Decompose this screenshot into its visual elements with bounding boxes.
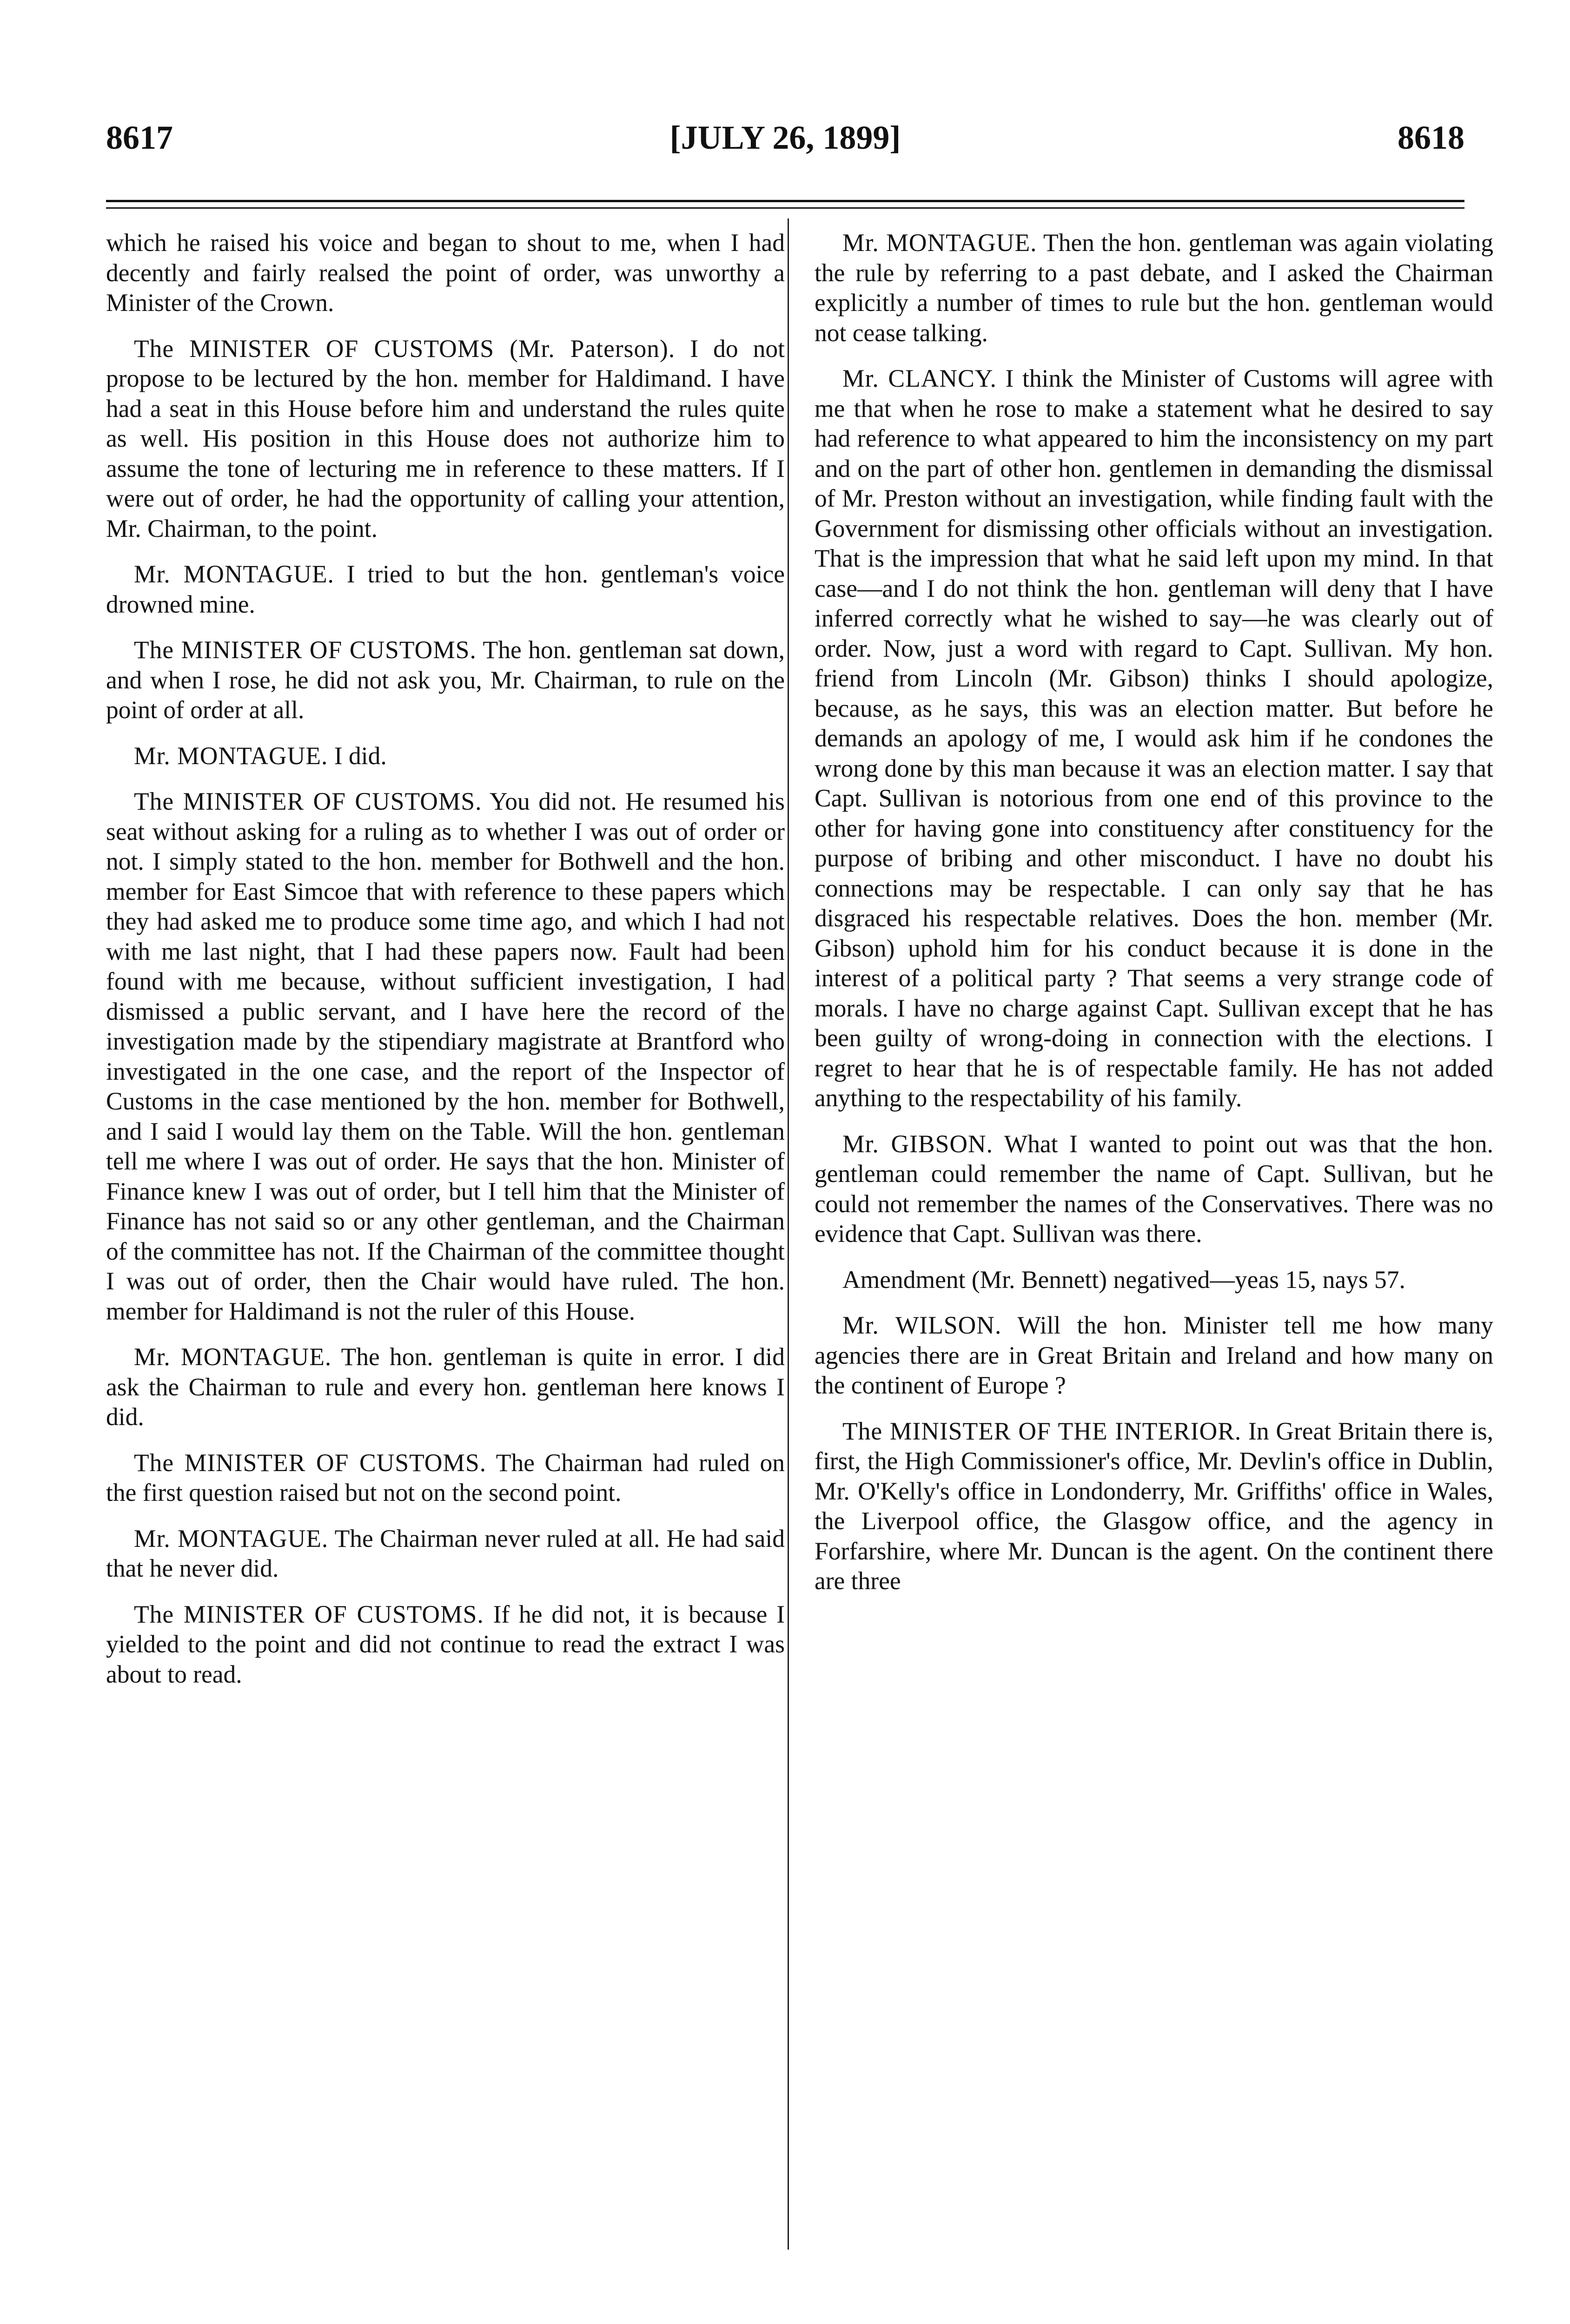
- speaker: Mr. GIBSON.: [842, 1129, 993, 1158]
- paragraph-text: In Great Britain there is, first, the High Commissioner's office, Mr. Devlin's office in Dublin, Mr. O'Kelly's office in Londonderry, Mr. Griffiths' office in Wales, the Liverpool office, the Glasgow office, and the agency in Forfarshire, where Mr. Duncan is the agent. On the continent there are three: [815, 1417, 1493, 1595]
- page-date: [JULY 26, 1899]: [669, 119, 901, 156]
- paragraph: [106, 334, 785, 544]
- speaker: Mr. MONTAGUE.: [134, 560, 334, 588]
- paragraph: [815, 363, 1493, 1113]
- paragraph-text: If he did not, it is because I yielded to the point and did not continue to read the extract I was about to read.: [106, 1600, 785, 1688]
- paragraph-text: You did not. He resumed his seat without asking for a ruling as to whether I was out of order or not. I simply stated to the hon. member for Bothwell and the hon. member for East Simcoe that with reference to these papers which they had asked me to produce some time ago, and which I had not with me last night, that I had these papers now. Fault had been found with me because, without sufficient investigation, I had dismissed a public servant, and I have here the record of the investigation made by the stipendiary magistrate at Brantford who investigated in the one case, and the report of the Inspector of Customs in the case mentioned by the hon. member for Bothwell, and I said I would lay them on the Table. Will the hon. gentleman tell me where I was out of order. He says that the hon. Minister of Finance knew I was out of order, but I tell him that the Minister of Finance has not said so or any other gentleman, and the Chairman of the committee has not. If the Chairman of the committee thought I was out of order, then the Chair would have ruled. The hon. member for Haldimand is not the ruler of this House.: [106, 787, 785, 1325]
- speaker: The MINISTER OF CUSTOMS (Mr. Paterson).: [134, 334, 676, 363]
- speaker: The MINISTER OF CUSTOMS.: [134, 1600, 484, 1628]
- speaker: The MINISTER OF THE INTERIOR.: [842, 1417, 1242, 1445]
- paragraph: [106, 559, 785, 619]
- right-page-number: 8618: [1398, 119, 1464, 156]
- speaker: Mr. WILSON.: [842, 1311, 1002, 1339]
- paragraph-text: I think the Minister of Customs will agree with me that when he rose to make a statement what he desired to say had reference to what appeared to him the inconsistency on my part and on the part of other hon. gentlemen in demanding the dismissal of Mr. Preston without an investigation, while finding fault with the Government for dismissing other officials without an investigation. That is the impression that what he said left upon my mind. In that case—and I do not think the hon. gentleman will deny that I have inferred correctly what he wished to say—he was clearly out of order. Now, just a word with regard to Capt. Sullivan. My hon. friend from Lincoln (Mr. Gibson) thinks I should apologize, because, as he says, this was an election matter. But before he demands an apology of me, I would ask him if he condones the wrong done by this man because it was an election matter. I say that Capt. Sullivan is notorious from one end of this province to the other for having gone into constituency after constituency for the purpose of bribing and other misconduct. I have no doubt his connections may be respectable. I can only say that he has disgraced his respectable relatives. Does the hon. member (Mr. Gibson) uphold him for his conduct because it is done in the interest of a political party ? That seems a very strange code of morals. I have no charge against Capt. Sullivan except that he has been guilty of wrong-doing in connection with the elections. I regret to hear that he is of respectable family. He has not added anything to the respectability of his family.: [815, 364, 1494, 1112]
- paragraph-text: The hon. gentleman sat down, and when I rose, he did not ask you, Mr. Chairman, to rule on the point of order at all.: [106, 636, 785, 724]
- speaker: Mr. MONTAGUE.: [134, 741, 328, 770]
- paragraph-text: What I wanted to point out was that the hon. gentleman could remember the name of Capt. Sullivan, but he could not remember the names of the Conservatives. There was no evidence that Capt. Sullivan was there.: [815, 1129, 1493, 1248]
- page-header: [106, 119, 1464, 170]
- paragraph: [106, 1448, 785, 1508]
- paragraph-text: I do not propose to be lectured by the hon. member for Haldimand. I have had a seat in this House before him and understand the rules quite as well. His position in this House does not authorize him to assume the tone of lecturing me in reference to these matters. If I were out of order, he had the opportunity of calling your attention, Mr. Chairman, to the point.: [106, 334, 785, 542]
- paragraph-text: which he raised his voice and began to shout to me, when I had decently and fairly realsed the point of order, was unworthy a Minister of the Crown.: [106, 229, 785, 317]
- speaker: Mr. CLANCY.: [842, 364, 997, 392]
- header-rule-thick: [106, 200, 1464, 202]
- paragraph: [106, 786, 785, 1326]
- speaker: Mr. MONTAGUE.: [842, 229, 1037, 257]
- speaker: The MINISTER OF CUSTOMS.: [134, 1448, 487, 1477]
- column-divider: [788, 218, 789, 2250]
- paragraph-text: I did.: [334, 741, 387, 770]
- paragraph: [815, 228, 1493, 348]
- paragraph-text: Then the hon. gentleman was again violating the rule by referring to a past debate, and I asked the Chairman explicitly a number of times to rule but the hon. gentleman would not cease talking.: [815, 229, 1493, 347]
- paragraph: [815, 1129, 1493, 1249]
- paragraph-text: The Chairman never ruled at all. He had said that he never did.: [106, 1524, 785, 1582]
- paragraph-text: The Chairman had ruled on the first question raised but not on the second point.: [106, 1448, 785, 1506]
- paragraph: [815, 1265, 1493, 1295]
- paragraph: [106, 228, 785, 318]
- paragraph-text: The hon. gentleman is quite in error. I did ask the Chairman to rule and every hon. gentleman here knows I did.: [106, 1343, 785, 1431]
- paragraph: [106, 741, 785, 771]
- paragraph: [106, 635, 785, 725]
- paragraph: [106, 1524, 785, 1584]
- paragraph-text: Will the hon. Minister tell me how many agencies there are in Great Britain and Ireland and how many on the continent of Europe ?: [815, 1311, 1493, 1399]
- paragraph: [106, 1342, 785, 1432]
- speaker: Mr. MONTAGUE.: [134, 1343, 332, 1371]
- right-column: [815, 228, 1493, 1612]
- paragraph: [815, 1310, 1493, 1400]
- paragraph: [815, 1416, 1493, 1596]
- paragraph: [106, 1599, 785, 1690]
- header-rule-thin: [106, 207, 1464, 209]
- speaker: The MINISTER OF CUSTOMS.: [134, 636, 477, 664]
- left-page-number: 8617: [106, 119, 173, 156]
- paragraph-text: Amendment (Mr. Bennett) negatived—yeas 15, nays 57.: [842, 1265, 1405, 1294]
- paragraph-text: I tried to but the hon. gentleman's voice drowned mine.: [106, 560, 785, 618]
- left-column: [106, 228, 785, 1705]
- speaker: The MINISTER OF CUSTOMS.: [134, 787, 482, 815]
- speaker: Mr. MONTAGUE.: [134, 1524, 329, 1552]
